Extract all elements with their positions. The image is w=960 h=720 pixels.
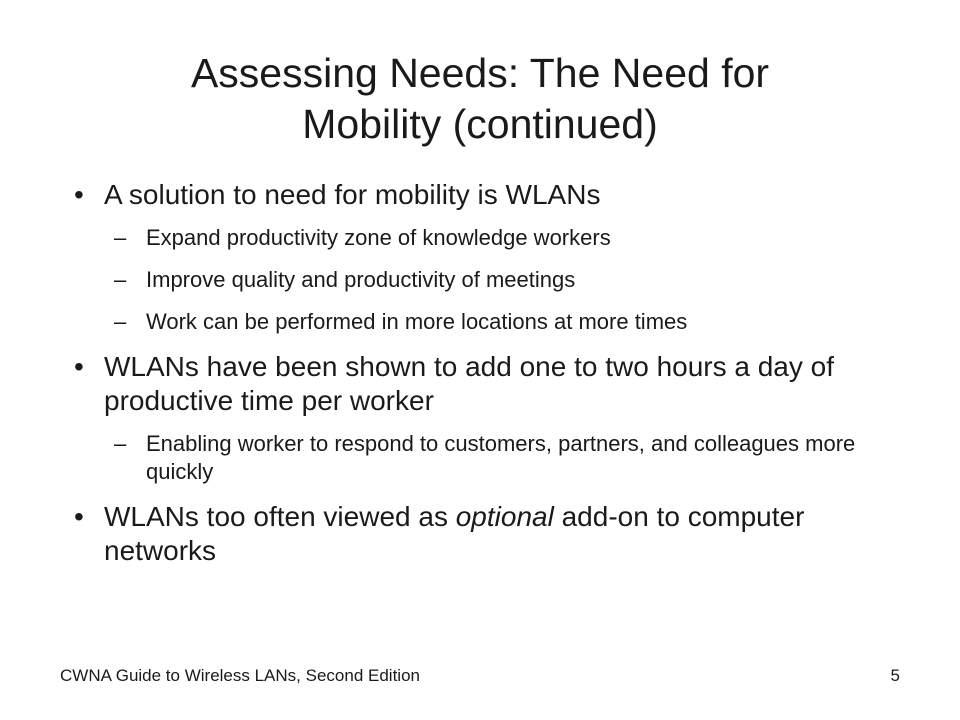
sub-bullet-item [60, 430, 920, 486]
dash-icon: – [114, 431, 127, 456]
bullet-icon: • [74, 179, 84, 210]
bullet-text: WLANs have been shown to add one to two hours a day of productive time per worker [104, 351, 835, 416]
dash-icon: – [114, 267, 127, 292]
dash-icon: – [114, 309, 127, 334]
sub-bullet-item [60, 308, 920, 336]
bullet-icon: • [74, 351, 84, 382]
bullet-text-part-1: WLANs too often viewed as [104, 501, 456, 532]
sub-bullet-item [60, 266, 920, 294]
bullet-text-part-2: add-on to computer networks [104, 501, 805, 566]
sub-bullet-text: Expand productivity zone of knowledge workers [146, 225, 611, 250]
sub-bullet-text: Work can be performed in more locations at more times [146, 309, 688, 334]
slide-title [60, 48, 900, 150]
slide-body [60, 178, 920, 580]
dash-icon: – [114, 225, 127, 250]
footer-book-title: CWNA Guide to Wireless LANs, Second Edition [60, 666, 420, 685]
sub-bullet-item [60, 224, 920, 252]
sub-bullet-text: Enabling worker to respond to customers, partners, and colleagues more quickly [146, 431, 856, 484]
bullet-item [60, 178, 920, 212]
title-line-2: Mobility (continued) [302, 101, 658, 147]
sub-bullet-text: Improve quality and productivity of meetings [146, 267, 576, 292]
bullet-item [60, 500, 920, 568]
bullet-item [60, 350, 920, 418]
bullet-text: A solution to need for mobility is WLANs [104, 179, 601, 210]
title-line-1: Assessing Needs: The Need for [190, 50, 770, 96]
bullet-icon: • [74, 501, 84, 532]
bullet-text-emphasis: optional [455, 501, 554, 532]
footer-page-number: 5 [890, 666, 900, 685]
